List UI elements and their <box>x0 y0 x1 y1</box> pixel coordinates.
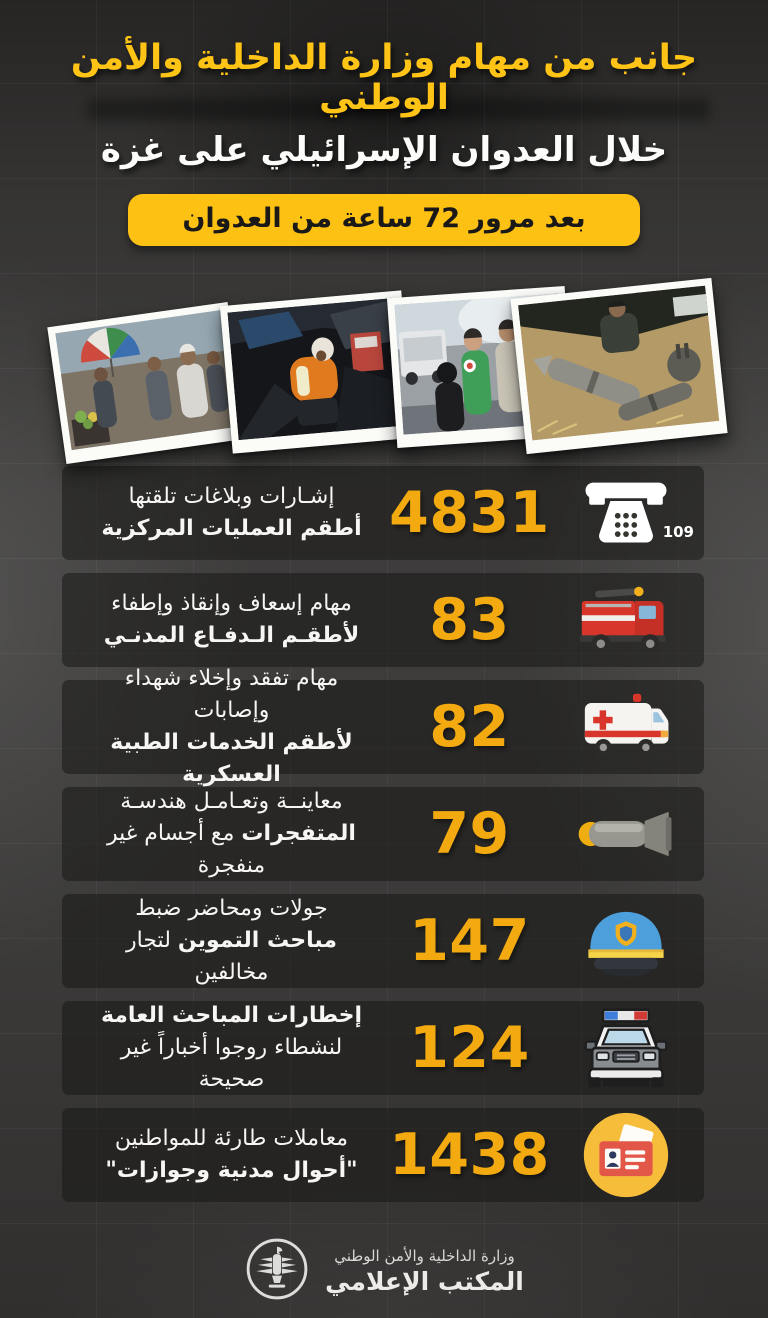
stat-line2: أطقم العمليات المركزية <box>101 516 362 541</box>
stat-text <box>86 588 377 652</box>
stat-row-civil-defense <box>62 573 704 667</box>
footer <box>0 1236 768 1306</box>
stat-text <box>86 893 377 989</box>
stat-value: 124 <box>409 1015 530 1081</box>
ministry-name: وزارة الداخلية والأمن الوطني <box>334 1246 515 1265</box>
stat-row-operations-reports <box>62 466 704 560</box>
police-car-icon <box>562 1005 690 1091</box>
ordnance-photo-illustration <box>518 286 719 441</box>
stat-text <box>86 481 377 545</box>
stat-value: 147 <box>409 908 530 974</box>
stat-line1: مهام تفقد وإخلاء شهداء وإصابات <box>124 666 339 724</box>
main-title: جانب من مهام وزارة الداخلية والأمن الوطني <box>70 38 698 118</box>
stat-line1: معاينــة وتعـامـل هندسـة <box>120 789 343 815</box>
stat-line2: لأطقـم الـدفـاع المدنـي <box>103 623 360 648</box>
hotline-number-label: 109 <box>662 523 694 541</box>
bomb-icon <box>562 808 690 860</box>
stat-line2: مباحث التموين لتجار مخالفين <box>126 928 337 985</box>
stat-row-general-investigation <box>62 1001 704 1095</box>
stat-row-explosives-engineering <box>62 787 704 881</box>
statistics-list <box>62 466 704 1215</box>
stat-text <box>86 786 377 882</box>
badge-wrap <box>0 194 768 246</box>
stat-line1: إشـارات وبلاغات تلقتها <box>128 484 335 510</box>
stat-value: 4831 <box>389 480 550 546</box>
stat-value: 82 <box>429 694 510 760</box>
stat-line1: إخطارات المباحث العامة <box>100 1003 363 1029</box>
stat-text <box>86 1123 377 1187</box>
id-card-icon <box>562 1111 690 1199</box>
stat-text <box>86 663 377 791</box>
police-cap-icon <box>562 902 690 980</box>
media-office-label: المكتب الإعلامي <box>325 1266 524 1296</box>
sub-title: خلال العدوان الإسرائيلي على غزة <box>100 130 668 170</box>
footer-text <box>325 1247 524 1296</box>
stat-line2: المتفجرات مع أجسام غير منفجرة <box>107 821 356 878</box>
stat-row-supply-investigation <box>62 894 704 988</box>
stat-line1: مهام إسعاف وإنقاذ وإطفاء <box>111 591 352 617</box>
telephone-icon <box>562 477 694 549</box>
elapsed-time-badge: بعد مرور 72 ساعة من العدوان <box>128 194 639 246</box>
market-photo-illustration <box>55 310 238 450</box>
stat-value: 83 <box>429 587 510 653</box>
ministry-logo <box>244 1236 310 1306</box>
stat-row-civil-affairs <box>62 1108 704 1202</box>
photo-rescue-scene <box>220 290 414 453</box>
eagle-emblem-icon <box>244 1236 310 1302</box>
stat-line2: لنشطاء روجوا أخباراً غير صحيحة <box>120 1035 343 1092</box>
stat-line2: لأطقم الخدمات الطبية العسكرية <box>110 730 353 787</box>
header <box>0 38 768 246</box>
stat-line2: "أحوال مدنية وجوازات" <box>105 1158 358 1183</box>
infographic-poster <box>0 38 768 1318</box>
photo-ordnance-scene <box>510 278 727 454</box>
stat-line1: معاملات طارئة للمواطنين <box>114 1126 349 1152</box>
ambulance-icon <box>562 690 690 764</box>
stat-text <box>86 1000 377 1096</box>
photo-market-scene <box>47 302 246 464</box>
rescue-photo-illustration <box>227 298 406 440</box>
photo-collage <box>0 288 768 480</box>
stat-value: 79 <box>429 801 510 867</box>
stat-row-military-medical <box>62 666 704 787</box>
fire-truck-icon <box>562 582 690 658</box>
stat-value: 1438 <box>389 1122 550 1188</box>
stat-line1: جولات ومحاضر ضبط <box>135 896 328 922</box>
